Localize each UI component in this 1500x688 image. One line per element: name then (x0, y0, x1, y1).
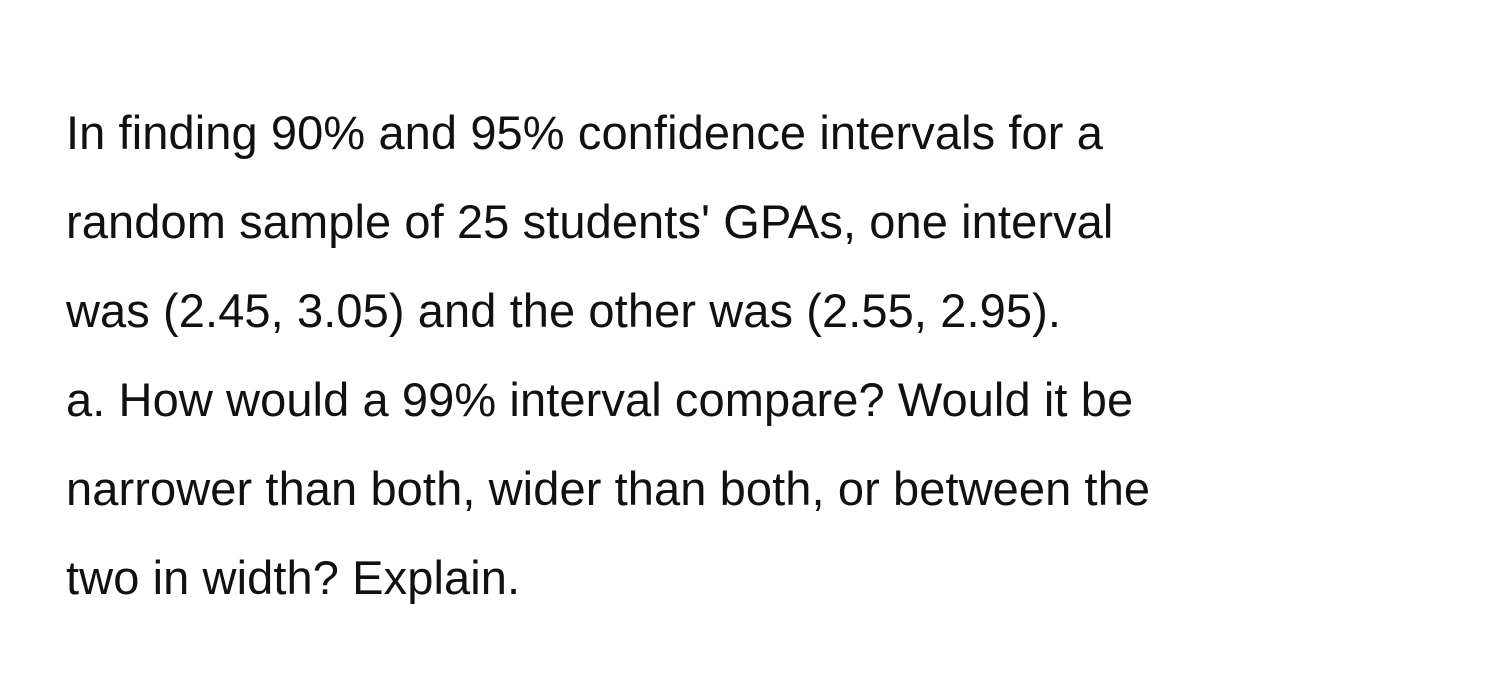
question-line: In finding 90% and 95% confidence intervals for a (66, 106, 1103, 159)
question-line: a. How would a 99% interval compare? Would it be (66, 373, 1134, 426)
question-line: was (2.45, 3.05) and the other was (2.55, 2.95). (66, 284, 1061, 337)
question-line: random sample of 25 students' GPAs, one interval (66, 195, 1114, 248)
question-line: two in width? Explain. (66, 551, 521, 604)
question-line: narrower than both, wider than both, or between the (66, 462, 1151, 515)
question-text (66, 88, 1466, 622)
